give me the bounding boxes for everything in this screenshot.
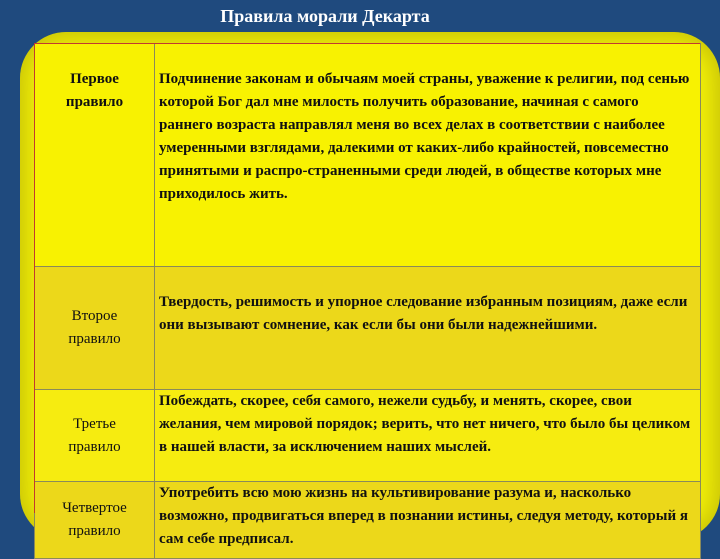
rule-label-cell <box>35 390 155 482</box>
rule-label: правило <box>68 438 121 455</box>
rule-label: Четвертое <box>62 500 127 516</box>
rule-text: Употребить всю мою жизнь на культивирование разума и, насколько возможно, продвигаться вперед в познании истины, следуя методу, который я сам себе предписал. <box>155 482 701 559</box>
table-row <box>35 44 701 267</box>
table-row <box>35 267 701 390</box>
rules-table <box>34 43 701 559</box>
rule-label: правило <box>68 331 121 347</box>
table-row <box>35 482 701 559</box>
rule-text: Побеждать, скорее, себя самого, нежели судьбу, и менять, скорее, свои желания, чем мировой порядок; верить, что нет ничего, что было бы целиком в нашей власти, за исключением наших мыслей. <box>155 390 701 482</box>
rule-text: Подчинение законам и обычаям моей страны, уважение к религии, под сенью которой Бог дал мне милость получить образование, начиная с самого раннего возраста направлял меня во всех делах в соответствии с наиболее умеренными взглядами, далекими от каких-либо крайностей, повсеместно принятыми и распро-страненными среди людей, в обществе которых мне приходилось жить. <box>155 44 701 267</box>
table-row <box>35 390 701 482</box>
rule-label: правило <box>65 94 124 110</box>
frame-line-left <box>34 43 35 513</box>
rule-label: правило <box>68 523 121 539</box>
rule-text: Твердость, решимость и упорное следование избранным позициям, даже если они вызывают сомнение, как если бы они были надежнейшими. <box>155 267 701 390</box>
rule-label-cell <box>35 267 155 390</box>
rule-label: Первое <box>70 71 119 87</box>
rule-label-cell <box>35 44 155 267</box>
frame-line-top <box>34 43 700 44</box>
page-title: Правила морали Декарта <box>220 6 430 26</box>
rule-label: Третье <box>73 415 116 432</box>
rule-label: Второе <box>71 308 118 324</box>
rule-label-cell <box>35 482 155 559</box>
